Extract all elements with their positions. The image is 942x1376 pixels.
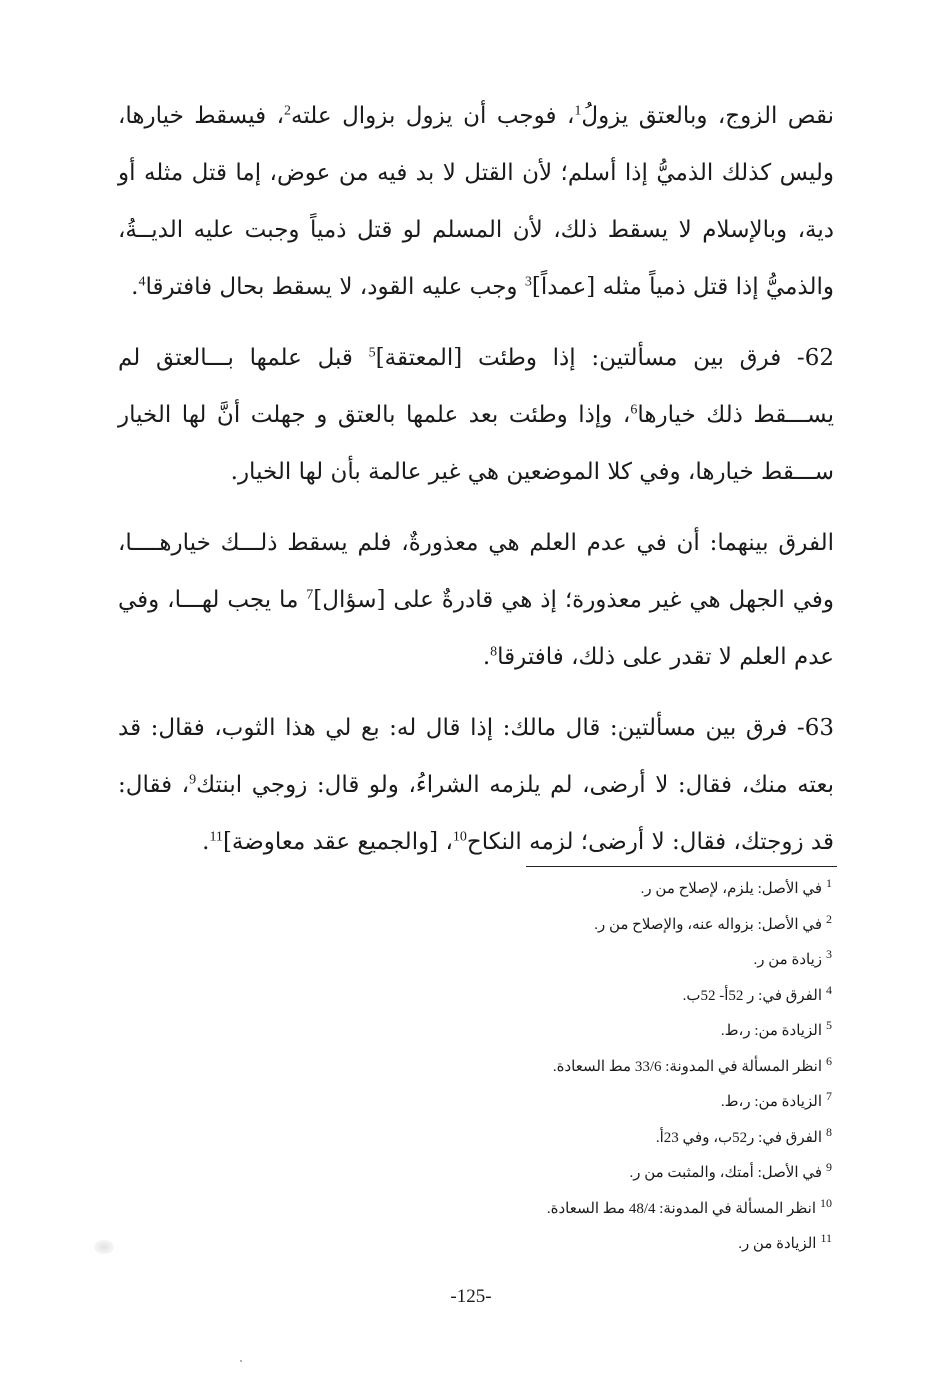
footnote-text: انظر المسألة في المدونة: 48/4 مط السعادة. <box>546 1200 816 1217</box>
footnote <box>292 1050 832 1086</box>
footnote <box>292 1121 832 1157</box>
paragraph-text: . <box>482 644 491 670</box>
paragraph <box>118 515 834 686</box>
footnote <box>292 1156 832 1192</box>
footnote-text: في الأصل: يلزم، لإصلاح من ر. <box>640 881 822 897</box>
footnote-text: في الأصل: بزواله عنه، والإصلاح من ر. <box>594 916 822 933</box>
footnote-ref[interactable]: 9 <box>189 772 197 788</box>
footnote-ref[interactable]: 3 <box>524 274 532 290</box>
paragraph-text: ، [والجميع عقد معاوضة] <box>222 829 453 855</box>
paragraph-text: ، فيسقط خيارها، وليس كذلك الذميُّ إذا أسلم؛ لأن القتل لا بد فيه من عوض، إما قتل مثله أو دية، وبالإسلام لا يسقط ذلك، لأن المسلم لو قتل ذمياً وجبت عليه الديــةُ، والذميُّ إذا قتل ذمياً مثله [عمداً] <box>118 103 834 300</box>
footnote-ref[interactable]: 4 <box>138 274 146 290</box>
footnote-text: انظر المسألة في المدونة: 33/6 مط السعادة. <box>552 1058 822 1075</box>
footnote-number: 1 <box>826 876 832 890</box>
footnote-number: 2 <box>826 911 832 926</box>
footnote-ref[interactable]: 2 <box>284 103 292 119</box>
paragraph-text: قبل علمها بـــالعتق لم يســـقط ذلك خيارها <box>118 345 834 428</box>
footnote <box>292 1192 832 1228</box>
footnote-ref[interactable]: 7 <box>306 587 314 603</box>
footnote-number: 5 <box>826 1018 832 1032</box>
paragraph-text: . <box>202 829 210 855</box>
paragraph-text: ، وإذا وطئت بعد علمها بالعتق و جهلت أنَّ لها الخيار ســـقط خيارها، وفي كلا الموضعين هي غير عالمة بأن لها الخيار. <box>118 402 834 485</box>
footnote-number: 3 <box>826 947 832 961</box>
footnote-text: الزيادة من: ر،ط. <box>720 1023 822 1039</box>
footnote-number: 8 <box>826 1124 832 1139</box>
paragraph-text: 63- فرق بين مسألتين: قال مالك: إذا قال له: بع لي هذا الثوب، فقال: قد بعته منك، فقال: لا أرضى، لم يلزمه الشراءُ، ولو قال: زوجي ابنتك <box>118 715 834 798</box>
footnote <box>292 1227 832 1263</box>
page-number: -125- <box>450 1286 492 1307</box>
paragraph-text: الفرق بينهما: أن في عدم العلم هي معذورةٌ، فلم يسقط ذلـــك خيارهــــا، وفي الجهل هي غير معذورة؛ إذ هي قادرةٌ على [سؤال] <box>118 530 834 613</box>
footnote-text: الزيادة من ر. <box>738 1236 817 1252</box>
footnote-separator <box>526 866 837 867</box>
paragraph-text: ما يجب لهـــا، وفي عدم العلم لا تقدر على ذلك، فافترقا <box>118 587 834 670</box>
paragraph <box>118 700 834 871</box>
footnote-text: الفرق في: ر52ب، وفي 23أ. <box>655 1129 822 1146</box>
footnote-number: 7 <box>826 1089 832 1103</box>
footnote <box>292 979 832 1015</box>
footnote-ref[interactable]: 5 <box>368 345 376 361</box>
paragraph <box>118 88 834 316</box>
footnotes <box>292 872 832 1263</box>
footnote-text: الفرق في: ر 52أ- 52ب. <box>682 987 822 1004</box>
footnote-ref[interactable]: 1 <box>574 103 582 119</box>
paragraph-text: . <box>131 274 139 300</box>
footnote <box>292 872 832 908</box>
paragraph-text: وجب عليه القود، لا يسقط بحال فافترقا <box>145 274 525 300</box>
footnote-number: 4 <box>826 982 832 997</box>
footnote <box>292 908 832 944</box>
footnote-number: 9 <box>826 1160 832 1174</box>
paragraph-text: 62- فرق بين مسألتين: إذا وطئت [المعتقة] <box>375 345 834 371</box>
paragraph <box>118 330 834 501</box>
footnote-ref[interactable]: 6 <box>630 402 638 418</box>
footnote-text: في الأصل: أمتك، والمثبت من ر. <box>629 1165 822 1181</box>
main-text <box>118 88 834 885</box>
footnote-text: الزيادة من: ر،ط. <box>720 1094 822 1110</box>
footnote <box>292 943 832 979</box>
footnote-ref[interactable]: 11 <box>209 829 223 845</box>
paragraph-text: ، فقال: قد زوجتك، فقال: لا أرضى؛ لزمه النكاح <box>118 772 834 855</box>
footnote-text: زيادة من ر. <box>753 952 822 968</box>
footnote <box>292 1014 832 1050</box>
footnote-ref[interactable]: 10 <box>452 829 467 845</box>
footnote-ref[interactable]: 8 <box>490 644 498 660</box>
paragraph-text: ، فوجب أن يزول بزوال علته <box>291 103 575 129</box>
footnote <box>292 1085 832 1121</box>
scan-dot <box>240 1360 242 1362</box>
paragraph-text: نقص الزوج، وبالعتق يزولُ <box>581 103 834 129</box>
footnote-number: 10 <box>820 1195 832 1210</box>
footnote-number: 11 <box>820 1231 832 1245</box>
scan-smudge <box>94 1240 114 1254</box>
footnote-number: 6 <box>826 1053 832 1068</box>
